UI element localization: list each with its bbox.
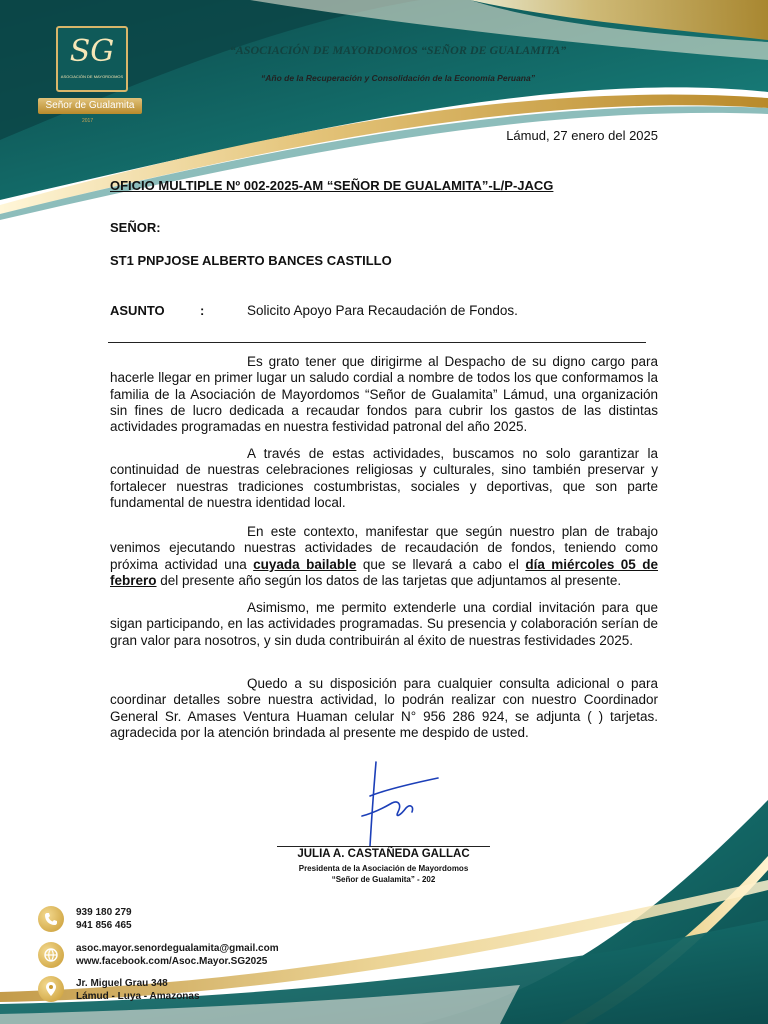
paragraph-3-text-a: En este contexto, manifestar que según nuestro plan de trabajo venimos ejecutando nuestras actividades de recaudación de fondos, teniendo como próxima actividad una: [110, 524, 658, 572]
subject-label: ASUNTO: [110, 303, 165, 318]
recipient-name: ST1 PNPJOSE ALBERTO BANCES CASTILLO: [110, 253, 392, 268]
paragraph-2-text: A través de estas actividades, buscamos no solo garantizar la continuidad de nuestras celebraciones religiosas y culturales, sino también preservar y fortalecer nuestras tradiciones costumbristas, sociales y deportivas, que son parte fundamental de nuestra identidad local.: [110, 446, 658, 510]
salutation: SEÑOR:: [110, 220, 161, 235]
facebook-link[interactable]: www.facebook.com/Asoc.Mayor.SG2025: [76, 956, 268, 967]
association-logo: [38, 24, 142, 124]
year-name: “Año de la Recuperación y Consolidación de la Economía Peruana”: [261, 73, 535, 83]
logo-ribbon: Señor de Gualamita: [38, 98, 142, 114]
address-line-1: Jr. Miguel Grau 348: [76, 978, 168, 989]
signer-name: JULIA A. CASTAÑEDA GALLAC: [297, 848, 470, 860]
subject-text: Solicito Apoyo Para Recaudación de Fondos.: [247, 303, 518, 318]
logo-monogram: SG: [69, 34, 115, 69]
phone-number-1[interactable]: 939 180 279: [76, 907, 132, 918]
phone-icon: [38, 906, 64, 932]
event-name: cuyada bailable: [253, 556, 357, 572]
association-title: “ASOCIACIÓN DE MAYORDOMOS “SEÑOR DE GUALAMITA”: [229, 43, 567, 57]
address-line-2: Lámud - Luya - Amazonas: [76, 991, 200, 1002]
place-date: Lámud, 27 enero del 2025: [506, 128, 658, 143]
handwritten-signature: [340, 756, 450, 848]
paragraph-4-text: Asimismo, me permito extenderle una cordial invitación para que sigan participando, en las actividades programadas. Su presencia y colaboración serían de gran valor para nosotros, y sin duda contribuirán al éxito de nuestras festividades 2025.: [110, 600, 658, 648]
paragraph-4: [110, 600, 658, 649]
paragraph-3-text-c: del presente año según los datos de las tarjetas que adjuntamos al presente.: [156, 572, 622, 588]
web-icon: [38, 942, 64, 968]
paragraph-3: [110, 524, 658, 589]
logo-crest: [56, 26, 128, 92]
paragraph-3-text-b: que se llevará a cabo el: [356, 556, 526, 572]
paragraph-2: [110, 446, 658, 511]
paragraph-1: [110, 354, 658, 435]
email-link[interactable]: asoc.mayor.senordegualamita@gmail.com: [76, 943, 279, 954]
paragraph-5: [110, 676, 658, 741]
event-date: día miércoles 05 de febrero: [110, 556, 659, 588]
subject-colon: :: [200, 303, 205, 318]
signer-role-org: “Señor de Gualamita” - 202: [331, 875, 436, 884]
paragraph-5-text: Quedo a su disposición para cualquier consulta adicional o para coordinar detalles sobre nuestra actividad, lo podrán realizar con nuestro Coordinador General Sr. Amases Ventura Huaman celular N° 956 286 924, se adjunta ( ) tarjetas. agradecida por la atención brindada al presente me despido de usted.: [110, 676, 658, 740]
signer-role: Presidenta de la Asociación de Mayordomos: [298, 864, 469, 873]
logo-small-text: ASOCIACIÓN DE MAYORDOMOS: [60, 74, 124, 79]
phone-number-2[interactable]: 941 856 465: [76, 920, 132, 931]
paragraph-1-text: Es grato tener que dirigirme al Despacho de su digno cargo para hacerle llegar en primer lugar un saludo cordial a nombre de todos los que conformamos la familia de la Asociación de Mayordomos “Señor de Gualamita” Lámud, una organización sin fines de lucro dedicada a recaudar fondos para cubrir los gastos de las distintas actividades programadas en nuestra festividad patronal del año 2025.: [110, 354, 658, 435]
signature-line: [277, 846, 490, 847]
separator-line: [108, 342, 646, 343]
logo-year: 2017: [82, 118, 94, 124]
document-number: OFICIO MULTIPLE Nº 002-2025-AM “SEÑOR DE GUALAMITA”-L/P-JACG: [110, 178, 554, 193]
location-icon: [38, 976, 64, 1002]
